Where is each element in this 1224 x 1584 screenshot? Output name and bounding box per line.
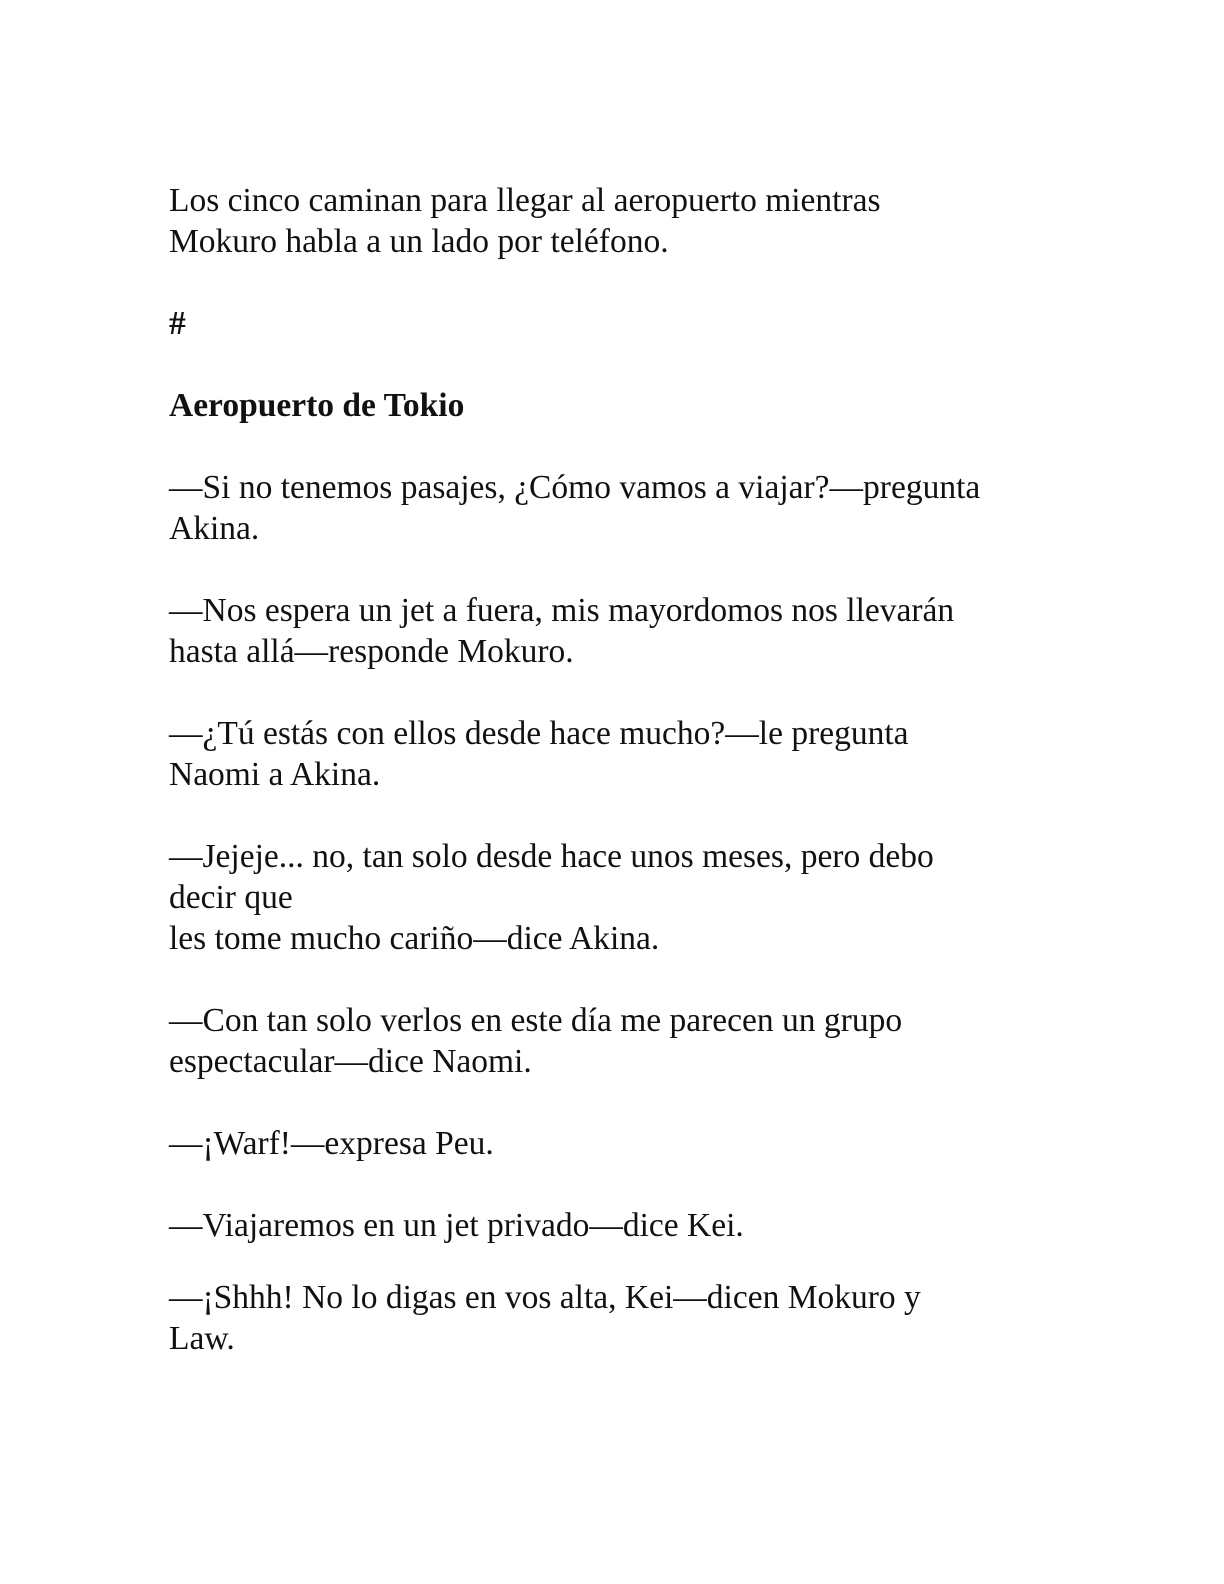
text-line: —¡Shhh! No lo digas en vos alta, Kei—dicen Mokuro y [169,1279,921,1316]
dialogue-paragraph [169,713,1049,795]
text-line: decir que [169,879,293,916]
document-body [169,180,1049,1400]
text-line: Naomi a Akina. [169,756,381,793]
scene-break [169,303,1049,344]
paragraph-intro [169,180,1049,262]
section-heading [169,385,1049,426]
text-line: —¿Tú estás con ellos desde hace mucho?—le pregunta [169,715,909,752]
dialogue-paragraph [169,1277,1049,1359]
text-line: —Con tan solo verlos en este día me parecen un grupo [169,1002,903,1039]
dialogue-paragraph [169,1123,1049,1164]
scene-break-mark: # [169,305,186,342]
dialogue-paragraph [169,467,1049,549]
dialogue-paragraph [169,1205,1049,1246]
text-line: Akina. [169,510,260,547]
text-line: hasta allá—responde Mokuro. [169,633,574,670]
text-line: —Viajaremos en un jet privado—dice Kei. [169,1207,744,1244]
text-line: espectacular—dice Naomi. [169,1043,532,1080]
dialogue-paragraph [169,836,1049,959]
text-line: —Nos espera un jet a fuera, mis mayordomos nos llevarán [169,592,955,629]
text-line: Los cinco caminan para llegar al aeropuerto mientras [169,182,881,219]
dialogue-paragraph [169,1000,1049,1082]
text-line: les tome mucho cariño—dice Akina. [169,920,660,957]
dialogue-paragraph [169,590,1049,672]
text-line: Law. [169,1320,235,1357]
text-line: —Jejeje... no, tan solo desde hace unos meses, pero debo [169,838,934,875]
text-line: —¡Warf!—expresa Peu. [169,1125,494,1162]
text-line: —Si no tenemos pasajes, ¿Cómo vamos a viajar?—pregunta [169,469,981,506]
text-line: Mokuro habla a un lado por teléfono. [169,223,669,260]
heading-text: Aeropuerto de Tokio [169,387,465,424]
